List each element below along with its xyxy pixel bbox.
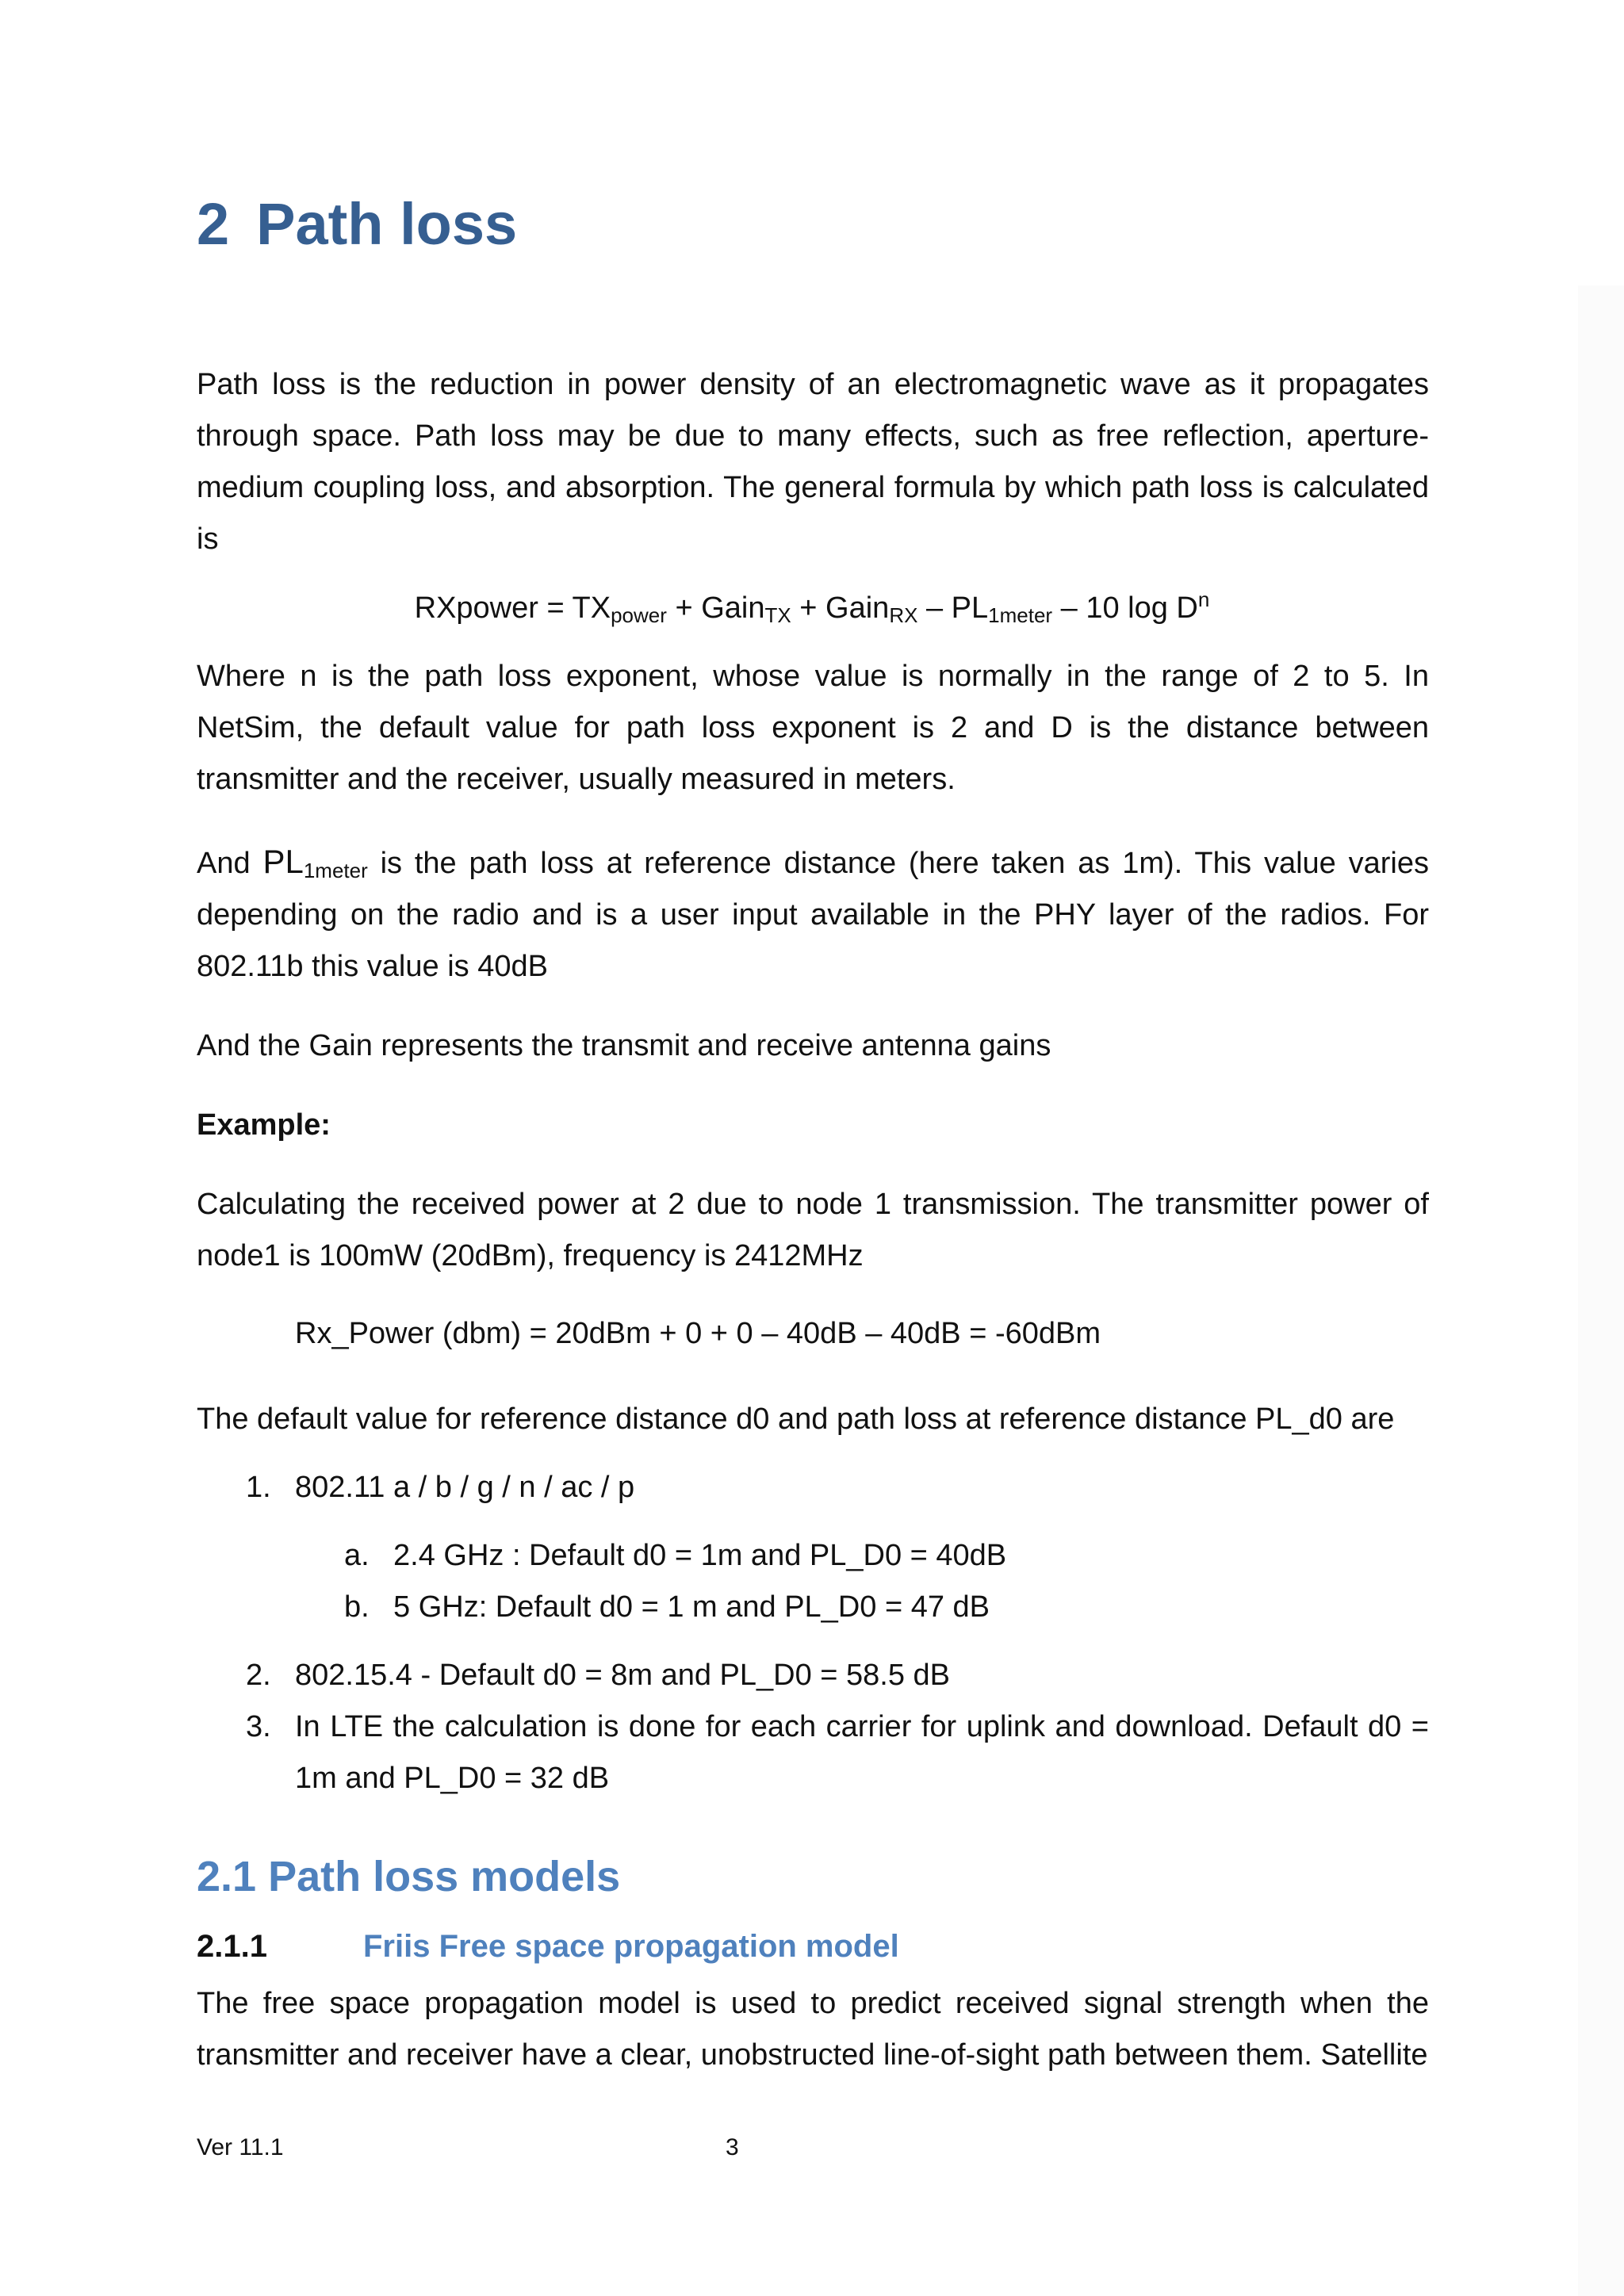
formula-subscript: power bbox=[611, 603, 667, 627]
intro-paragraph: Path loss is the reduction in power density of an electromagnetic wave as it propagates through space. Path loss may be due to many effects, such as free reflection, aperture-medium coupling loss, and absorption. The general formula by which path loss is calculated is bbox=[197, 368, 1429, 556]
text-subscript: 1meter bbox=[303, 859, 368, 882]
formula-part: RXpower = TX bbox=[414, 591, 611, 625]
list-marker: 2. bbox=[246, 1659, 271, 1692]
list-item-text: In LTE the calculation is done for each carrier for uplink and download. Default d0 = 1m and PL_D0 = 32 dB bbox=[295, 1710, 1429, 1795]
footer-version: Ver 11.1 bbox=[197, 2134, 284, 2160]
chapter-title: Path loss bbox=[256, 191, 518, 257]
exponent-paragraph: Where n is the path loss exponent, whose value is normally in the range of 2 to 5. In NetSim, the default value for path loss exponent is 2 and D is the distance between transmitter and the receiver, usually measured in meters. bbox=[197, 660, 1429, 796]
list-item bbox=[246, 1701, 1429, 1804]
example-label: Example: bbox=[197, 1108, 331, 1142]
footer-page-number: 3 bbox=[726, 2134, 739, 2160]
formula-part: – PL bbox=[917, 591, 989, 625]
section-heading: 2.1 Path loss models bbox=[197, 1853, 621, 1900]
formula-subscript: RX bbox=[889, 603, 918, 627]
chapter-heading bbox=[197, 190, 517, 258]
text-run: PL bbox=[262, 843, 304, 880]
formula-subscript: TX bbox=[764, 603, 791, 627]
default-values-paragraph: The default value for reference distance d0 and path loss at reference distance PL_d0 are bbox=[197, 1402, 1395, 1436]
path-loss-formula bbox=[0, 583, 1624, 634]
list-item-text: 5 GHz: Default d0 = 1 m and PL_D0 = 47 dB bbox=[393, 1590, 990, 1624]
example-paragraph: Calculating the received power at 2 due to node 1 transmission. The transmitter power of node1 is 100mW (20dBm), frequency is 2412MHz bbox=[197, 1188, 1429, 1272]
subsection-number: 2.1.1 bbox=[197, 1929, 267, 1964]
reference-loss-paragraph bbox=[197, 836, 1429, 993]
list-marker: 3. bbox=[246, 1710, 271, 1743]
list-marker: a. bbox=[344, 1539, 370, 1572]
formula-superscript: n bbox=[1197, 587, 1210, 611]
formula-subscript: 1meter bbox=[988, 603, 1053, 627]
formula-part: – 10 log D bbox=[1052, 591, 1198, 625]
list-item-text: 802.11 a / b / g / n / ac / p bbox=[295, 1471, 635, 1504]
friis-paragraph: The free space propagation model is used to predict received signal strength when the transmitter and receiver have a clear, unobstructed line-of-sight path between them. Satellite bbox=[197, 1987, 1429, 2072]
subsection-heading bbox=[197, 1929, 899, 1965]
list-item-text: 2.4 GHz : Default d0 = 1m and PL_D0 = 40dB bbox=[393, 1539, 1007, 1572]
gain-paragraph: And the Gain represents the transmit and receive antenna gains bbox=[197, 1029, 1051, 1062]
list-marker: b. bbox=[344, 1590, 370, 1624]
formula-part: + Gain bbox=[791, 591, 890, 625]
formula-part: + Gain bbox=[666, 591, 765, 625]
calculation-line: Rx_Power (dbm) = 20dBm + 0 + 0 – 40dB – 40dB = -60dBm bbox=[295, 1317, 1101, 1350]
text-run: And bbox=[197, 847, 263, 880]
list-marker: 1. bbox=[246, 1471, 271, 1504]
chapter-number: 2 bbox=[197, 191, 230, 257]
list-item-text: 802.15.4 - Default d0 = 8m and PL_D0 = 58.5 dB bbox=[295, 1659, 951, 1692]
subsection-title: Friis Free space propagation model bbox=[363, 1929, 899, 1964]
text-run: is the path loss at reference distance (here taken as 1m). This value varies depending on the radio and is a user input available in the PHY layer of the radios. For 802.11b this value is 40dB bbox=[197, 847, 1430, 983]
